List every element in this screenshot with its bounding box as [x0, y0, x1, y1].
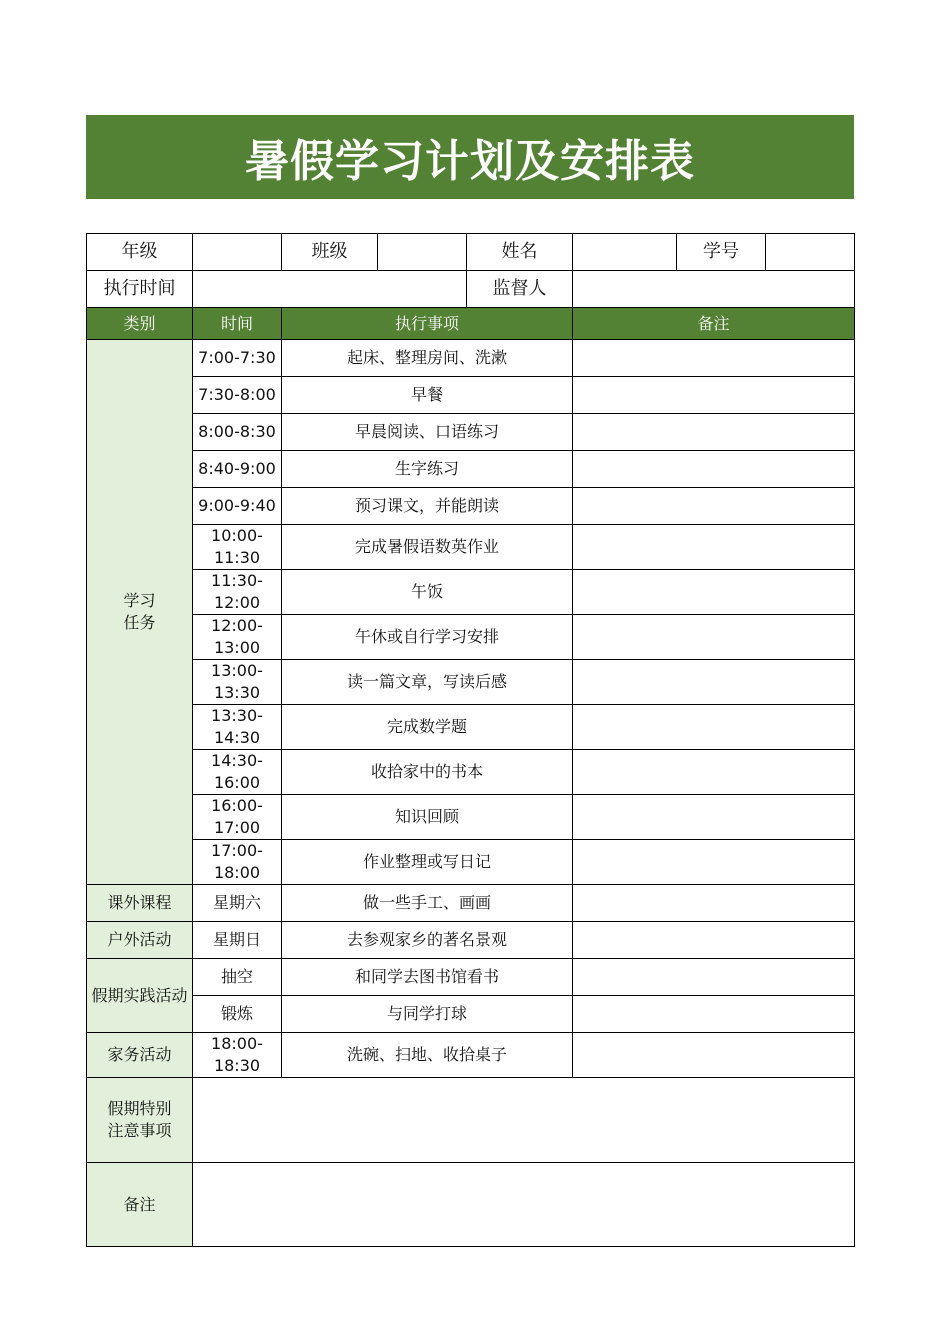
- time-cell: 星期日: [193, 922, 282, 959]
- study-row: [87, 488, 855, 525]
- remark-field[interactable]: [193, 1163, 855, 1247]
- header-time: 时间: [193, 308, 282, 340]
- info-row-1: [87, 234, 855, 271]
- time-cell: 16:00-17:00: [193, 795, 282, 840]
- remark-cell[interactable]: [573, 414, 855, 451]
- time-cell: 13:00-13:30: [193, 660, 282, 705]
- task-cell: 起床、整理房间、洗漱: [282, 340, 573, 377]
- study-row: [87, 451, 855, 488]
- header-task: 执行事项: [282, 308, 573, 340]
- special-notes-field[interactable]: [193, 1078, 855, 1163]
- task-cell: 做一些手工、画画: [282, 885, 573, 922]
- time-cell: 锻炼: [193, 996, 282, 1033]
- study-row: [87, 750, 855, 795]
- time-cell: 13:30-14:30: [193, 705, 282, 750]
- task-cell: 生字练习: [282, 451, 573, 488]
- study-row: [87, 414, 855, 451]
- housework-row: [87, 1033, 855, 1078]
- task-cell: 作业整理或写日记: [282, 840, 573, 885]
- remark-cell[interactable]: [573, 488, 855, 525]
- study-row: [87, 377, 855, 414]
- exec-time-field[interactable]: [193, 271, 467, 308]
- study-row: [87, 795, 855, 840]
- remark-label: 备注: [87, 1163, 193, 1247]
- student-no-label: 学号: [677, 234, 766, 271]
- remark-cell[interactable]: [573, 660, 855, 705]
- supervisor-label: 监督人: [467, 271, 573, 308]
- task-cell: 早餐: [282, 377, 573, 414]
- remark-cell[interactable]: [573, 377, 855, 414]
- study-row: [87, 570, 855, 615]
- task-cell: 读一篇文章，写读后感: [282, 660, 573, 705]
- study-row: [87, 615, 855, 660]
- grade-field[interactable]: [193, 234, 282, 271]
- remark-cell[interactable]: [573, 525, 855, 570]
- task-cell: 早晨阅读、口语练习: [282, 414, 573, 451]
- supervisor-field[interactable]: [573, 271, 855, 308]
- class-field[interactable]: [378, 234, 467, 271]
- task-cell: 午休或自行学习安排: [282, 615, 573, 660]
- time-cell: 10:00-11:30: [193, 525, 282, 570]
- remark-cell[interactable]: [573, 705, 855, 750]
- task-cell: 预习课文，并能朗读: [282, 488, 573, 525]
- title-banner: [86, 115, 854, 199]
- outdoor-row: [87, 922, 855, 959]
- remark-cell[interactable]: [573, 615, 855, 660]
- category-outdoor: 户外活动: [87, 922, 193, 959]
- time-cell: 12:00-13:00: [193, 615, 282, 660]
- remark-cell[interactable]: [573, 451, 855, 488]
- task-cell: 完成暑假语数英作业: [282, 525, 573, 570]
- name-field[interactable]: [573, 234, 677, 271]
- task-cell: 收拾家中的书本: [282, 750, 573, 795]
- study-row: [87, 525, 855, 570]
- study-row: [87, 340, 855, 377]
- remark-cell[interactable]: [573, 750, 855, 795]
- grade-label: 年级: [87, 234, 193, 271]
- task-cell: 知识回顾: [282, 795, 573, 840]
- practice-row: [87, 996, 855, 1033]
- time-cell: 9:00-9:40: [193, 488, 282, 525]
- practice-row: [87, 959, 855, 996]
- info-row-2: [87, 271, 855, 308]
- extra-course-row: [87, 885, 855, 922]
- page-title: 暑假学习计划及安排表: [245, 136, 695, 187]
- remark-cell[interactable]: [573, 1033, 855, 1078]
- time-cell: 抽空: [193, 959, 282, 996]
- task-cell: 去参观家乡的著名景观: [282, 922, 573, 959]
- time-cell: 7:00-7:30: [193, 340, 282, 377]
- plan-table: [86, 233, 855, 1247]
- task-cell: 午饭: [282, 570, 573, 615]
- task-cell: 洗碗、扫地、收拾桌子: [282, 1033, 573, 1078]
- category-housework: 家务活动: [87, 1033, 193, 1078]
- remark-cell[interactable]: [573, 340, 855, 377]
- exec-time-label: 执行时间: [87, 271, 193, 308]
- name-label: 姓名: [467, 234, 573, 271]
- remark-cell[interactable]: [573, 570, 855, 615]
- remark-cell[interactable]: [573, 840, 855, 885]
- time-cell: 星期六: [193, 885, 282, 922]
- remark-cell[interactable]: [573, 795, 855, 840]
- task-cell: 和同学去图书馆看书: [282, 959, 573, 996]
- time-cell: 17:00-18:00: [193, 840, 282, 885]
- category-study: 学习 任务: [87, 340, 193, 885]
- header-category: 类别: [87, 308, 193, 340]
- time-cell: 7:30-8:00: [193, 377, 282, 414]
- time-cell: 8:40-9:00: [193, 451, 282, 488]
- remark-cell[interactable]: [573, 885, 855, 922]
- time-cell: 18:00-18:30: [193, 1033, 282, 1078]
- category-extra-course: 课外课程: [87, 885, 193, 922]
- time-cell: 14:30-16:00: [193, 750, 282, 795]
- time-cell: 8:00-8:30: [193, 414, 282, 451]
- category-practice: 假期实践活动: [87, 959, 193, 1033]
- remark-cell[interactable]: [573, 996, 855, 1033]
- table-header-row: [87, 308, 855, 340]
- study-row: [87, 660, 855, 705]
- class-label: 班级: [282, 234, 378, 271]
- special-notes-row: [87, 1078, 855, 1163]
- task-cell: 完成数学题: [282, 705, 573, 750]
- remark-cell[interactable]: [573, 959, 855, 996]
- special-notes-label: 假期特别 注意事项: [87, 1078, 193, 1163]
- task-cell: 与同学打球: [282, 996, 573, 1033]
- header-remark: 备注: [573, 308, 855, 340]
- time-cell: 11:30-12:00: [193, 570, 282, 615]
- remark-row: [87, 1163, 855, 1247]
- study-row: [87, 840, 855, 885]
- study-row: [87, 705, 855, 750]
- remark-cell[interactable]: [573, 922, 855, 959]
- student-no-field[interactable]: [766, 234, 855, 271]
